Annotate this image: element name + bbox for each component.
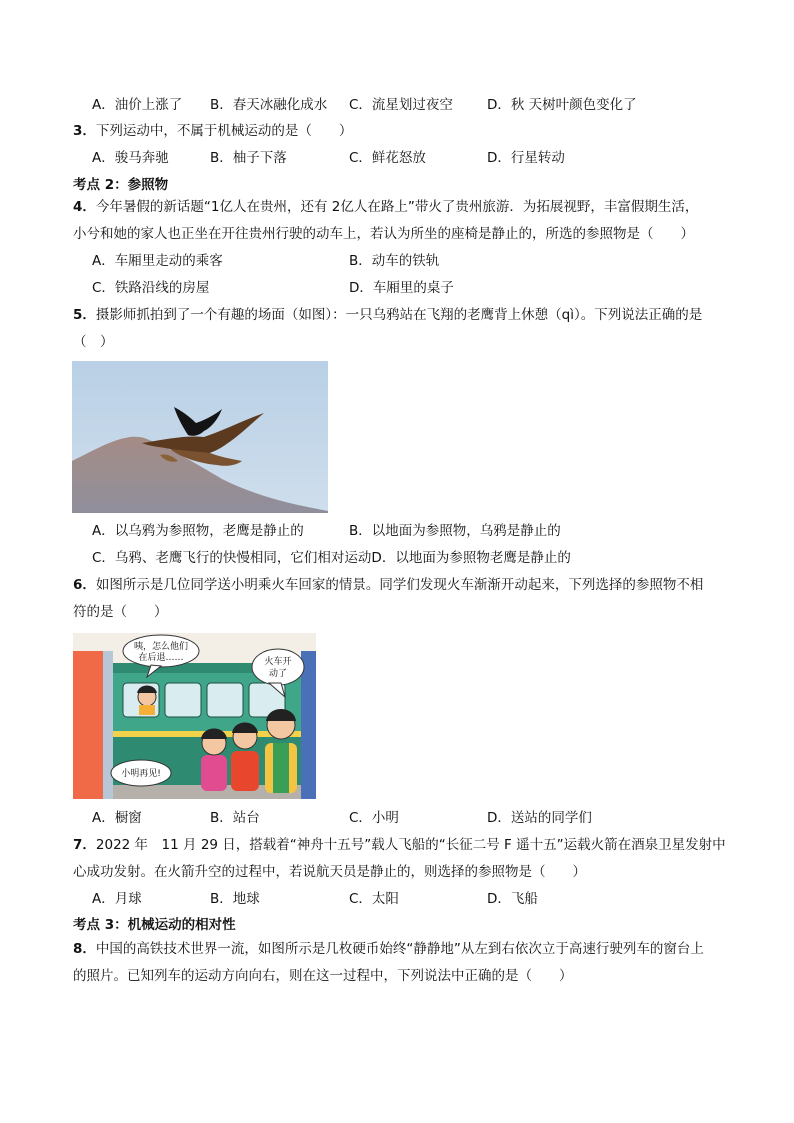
q3-stem: [73, 121, 352, 141]
q4-stem-line2: 小兮和她的家人也正坐在开往贵州行驶的动车上，若认为所坐的座椅是静止的，所选的参照物是（ ）: [73, 226, 694, 242]
q2-option-b: B．春天冰融化成水: [210, 97, 328, 113]
q3-option-a: A．骏马奔驰: [92, 150, 169, 166]
q7-text-1: 2022 年 11 月 29 日，搭载着“神舟十五号”载人飞船的“长征二号 F 遥十五”运载火箭在酒泉卫星发射中: [95, 837, 726, 853]
q4-text-1: 今年暑假的新话题“1亿人在贵州，还有 2亿人在路上”带火了贵州旅游．为拓展视野，丰富假期生活，: [95, 199, 699, 215]
q4-number: 4．: [73, 199, 96, 215]
q7-number: 7．: [73, 837, 96, 853]
train-station-cartoon: [73, 633, 316, 799]
q5-option-c-d: C．乌鸦、老鹰飞行的快慢相同，它们相对运动D．以地面为参照物老鹰是静止的: [92, 550, 571, 566]
bubble-2-line2: 动了: [268, 669, 288, 679]
q6-stem-line2: 符的是（ ）: [73, 604, 168, 620]
q4-option-a: A．车厢里走动的乘客: [92, 253, 223, 269]
q2-option-c: C．流星划过夜空: [349, 97, 453, 113]
q6-option-d: D．送站的同学们: [487, 810, 592, 826]
q7-stem-line1: [73, 835, 726, 855]
bubble-1-line1: 咦，怎么他们: [133, 642, 189, 652]
q4-option-b: B．动车的铁轨: [349, 253, 440, 269]
q5-option-a: A．以乌鸦为参照物，老鹰是静止的: [92, 523, 304, 539]
q2-option-d: D．秋 天树叶颜色变化了: [487, 97, 637, 113]
q7-option-c: C．太阳: [349, 891, 399, 907]
q7-option-b: B．地球: [210, 891, 260, 907]
q4-option-c: C．铁路沿线的房屋: [92, 280, 210, 296]
crow-on-eagle-photo: [72, 361, 328, 513]
q5-number: 5．: [73, 307, 96, 323]
q6-text-1: 如图所示是几位同学送小明乘火车回家的情景。同学们发现火车渐渐开动起来，下列选择的参照物不相: [95, 577, 704, 593]
q8-number: 8．: [73, 941, 96, 957]
q8-stem-line1: [73, 939, 704, 959]
q4-option-d: D．车厢里的桌子: [349, 280, 454, 296]
q6-option-b: B．站台: [210, 810, 260, 826]
q5-text-1: 摄影师抓拍到了一个有趣的场面（如图）：一只乌鸦站在飞翔的老鹰背上休憩（qì）。下列说法正确的是: [95, 307, 703, 323]
q6-stem-line1: [73, 575, 703, 595]
q6-option-a: A．橱窗: [92, 810, 142, 826]
section-3-title: 考点 3：机械运动的相对性: [73, 917, 236, 933]
q8-text-1: 中国的高铁技术世界一流，如图所示是几枚硬币始终“静静地”从左到右依次立于高速行驶列车的窗台上: [95, 941, 704, 957]
q3-option-c: C．鲜花怒放: [349, 150, 426, 166]
bubble-3: 小明再见!: [121, 769, 161, 779]
q5-option-b: B．以地面为参照物，乌鸦是静止的: [349, 523, 561, 539]
q6-option-c: C．小明: [349, 810, 399, 826]
q5-stem-line2: （ ）: [73, 334, 114, 350]
q7-stem-line2: 心成功发射。在火箭升空的过程中，若说航天员是静止的，则选择的参照物是（ ）: [73, 864, 586, 880]
q8-stem-line2: 的照片。已知列车的运动方向向右，则在这一过程中，下列说法中正确的是（ ）: [73, 968, 573, 984]
q3-text: 下列运动中，不属于机械运动的是（ ）: [95, 123, 353, 139]
q4-stem-line1: [73, 197, 698, 217]
q3-number: 3．: [73, 123, 96, 139]
q6-number: 6．: [73, 577, 96, 593]
q7-option-a: A．月球: [92, 891, 142, 907]
q5-stem-line1: [73, 305, 702, 325]
q2-option-a: A．油价上涨了: [92, 97, 183, 113]
bubble-2-line1: 火车开: [264, 657, 292, 667]
q3-option-b: B．柚子下落: [210, 150, 287, 166]
q7-option-d: D．飞船: [487, 891, 538, 907]
section-2-title: 考点 2：参照物: [73, 177, 169, 193]
q3-option-d: D．行星转动: [487, 150, 565, 166]
bubble-1-line2: 在后退……: [138, 653, 184, 663]
